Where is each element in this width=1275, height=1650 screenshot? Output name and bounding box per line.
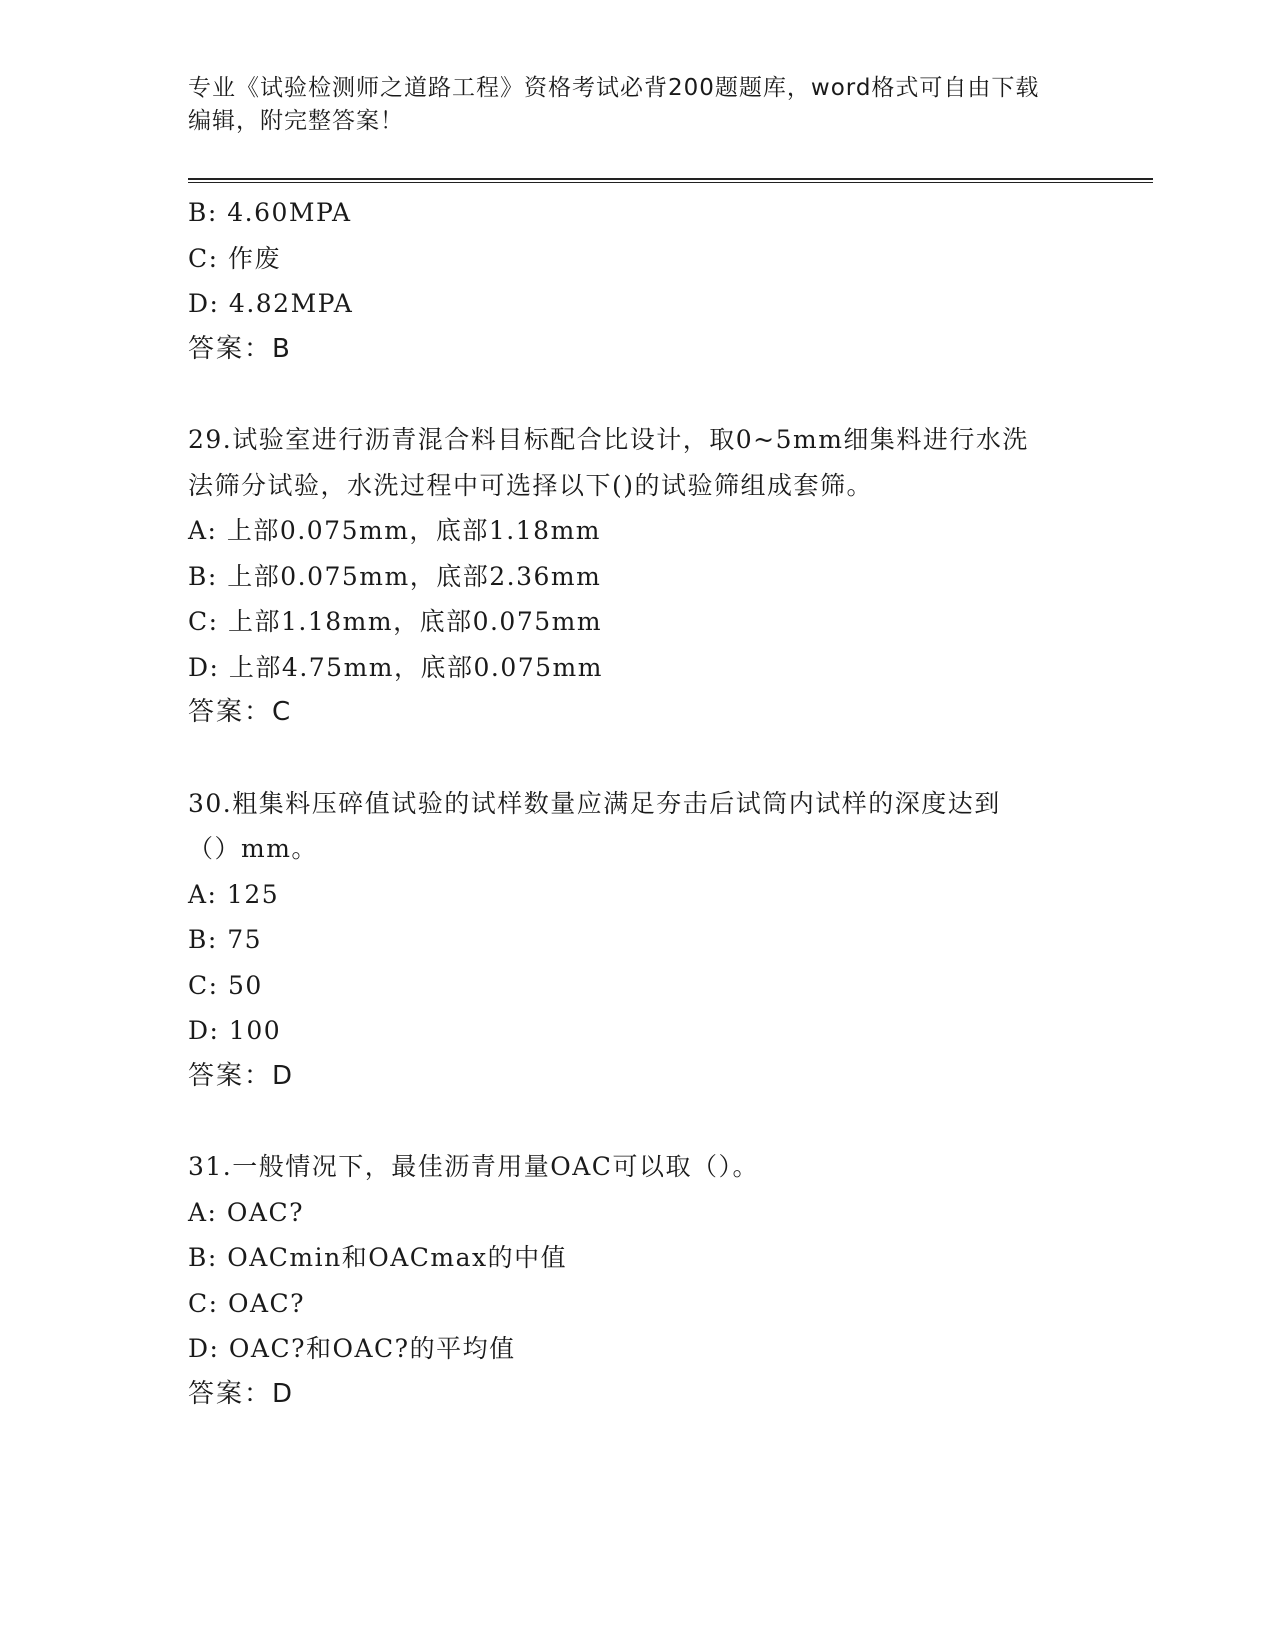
question-text: 31.一般情况下，最佳沥青用量OAC可以取（）。 (188, 1152, 759, 1181)
option-line: B: 4.60MPA (188, 198, 352, 227)
document-header (188, 72, 1088, 138)
option-line: D: 上部4.75mm，底部0.075mm (188, 652, 603, 682)
question-text: （）mm。 (188, 834, 318, 863)
question-block (188, 417, 1088, 736)
option-line: C: 作废 (188, 243, 281, 273)
question-text: 法筛分试验，水洗过程中可选择以下()的试验筛组成套筛。 (188, 470, 874, 500)
option-line: B: OACmin和OACmax的中值 (188, 1243, 568, 1272)
option-line: B: 上部0.075mm，底部2.36mm (188, 561, 602, 591)
option-line: A: 125 (188, 879, 280, 909)
answer-line: 答案：D (188, 1060, 295, 1091)
option-line: D: 100 (188, 1016, 282, 1045)
option-line: A: 上部0.075mm，底部1.18mm (188, 516, 601, 545)
question-text: 30.粗集料压碎值试验的试样数量应满足夯击后试筒内试样的深度达到 (188, 788, 1001, 818)
option-line: C: 50 (188, 970, 263, 1000)
header-line-1: 专业《试验检测师之道路工程》资格考试必背200题题库，word格式可自由下载 (188, 75, 1040, 101)
question-block (188, 190, 1088, 372)
question-block (188, 1144, 1088, 1417)
answer-line: 答案：B (188, 333, 292, 364)
option-line: A: OAC? (188, 1197, 305, 1227)
option-line: D: 4.82MPA (188, 289, 354, 318)
option-line: D: OAC?和OAC?的平均值 (188, 1334, 516, 1363)
header-divider-secondary (188, 182, 1153, 183)
header-line-2: 编辑，附完整答案！ (188, 108, 404, 134)
answer-line: 答案：D (188, 1378, 295, 1409)
question-list (188, 190, 1088, 1417)
option-line: C: 上部1.18mm，底部0.075mm (188, 607, 603, 636)
header-divider (188, 178, 1153, 180)
option-line: B: 75 (188, 925, 263, 954)
answer-line: 答案：C (188, 697, 293, 727)
question-block (188, 781, 1088, 1100)
option-line: C: OAC? (188, 1288, 306, 1318)
question-text: 29.试验室进行沥青混合料目标配合比设计，取0~5mm细集料进行水洗 (188, 425, 1029, 454)
